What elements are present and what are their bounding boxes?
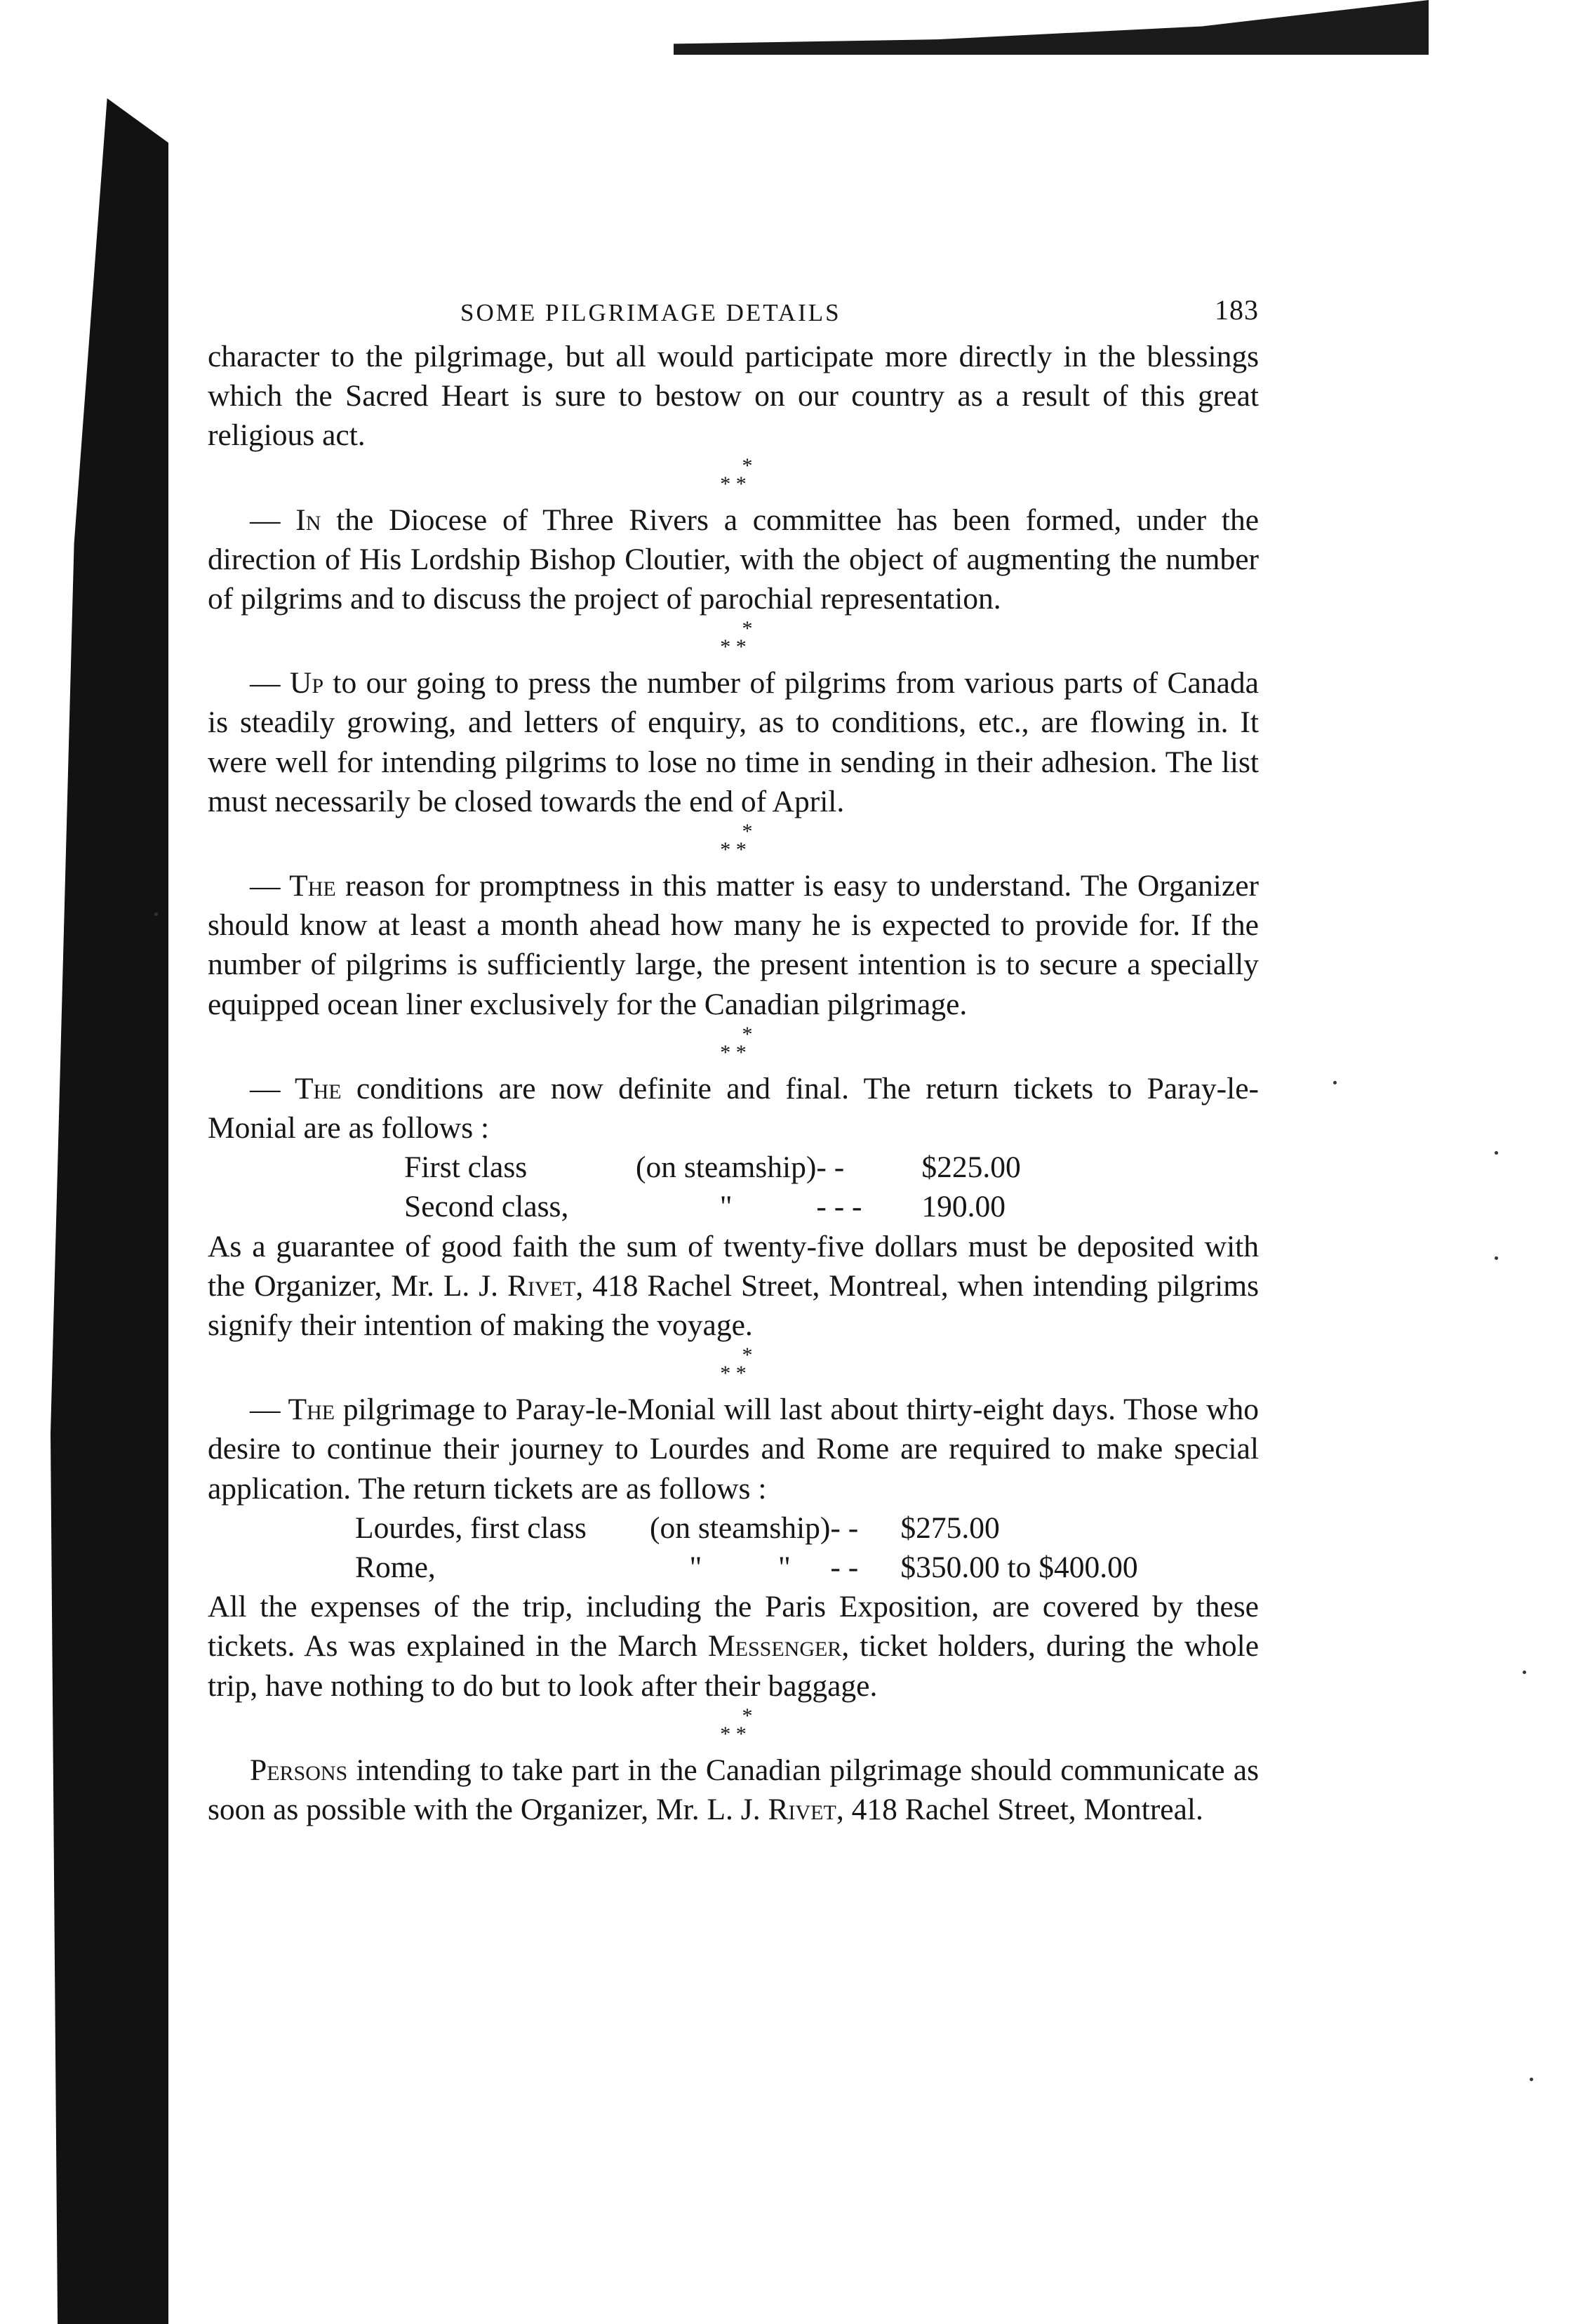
fare-class: Lourdes, first class	[355, 1510, 587, 1545]
fare-class: Second class,	[404, 1190, 569, 1224]
scan-speck	[1333, 1081, 1337, 1084]
scan-speck	[154, 912, 158, 916]
section-separator: * * *	[720, 820, 753, 862]
fare-price: 190.00	[921, 1190, 1006, 1224]
paragraph-continuation: character to the pilgrimage, but all would participate more directly in the blessings which the Sacred Heart is sure to bestow on our country as a result of this great religious act.	[208, 340, 1259, 453]
paragraph-expenses: All the expenses of the trip, including the Paris Exposition, are covered by these tickets. As was explained in the March Messenger, ticket holders, during the whole trip, have nothing to do but to look after their baggage.	[208, 1590, 1260, 1703]
section-separator: * * *	[720, 1343, 753, 1386]
paragraph-three-rivers: — In the Diocese of Three Rivers a committee has been formed, under the direction of His Lordship Bishop Cloutier, with the object of augmenting the number of pilgrims and to discuss the project of parochial representation.	[208, 503, 1259, 616]
fare-row	[404, 1148, 1021, 1187]
fare-price: $225.00	[921, 1150, 1021, 1185]
paragraph-contact: Persons intending to take part in the Canadian pilgrimage should communicate as soon as possible with the Organizer, Mr. L. J. Rivet, 418 Rachel Street, Montreal.	[208, 1753, 1259, 1827]
paragraph-conditions: — The conditions are now definite and final. The return tickets to Paray-le-Monial are as follows :	[208, 1071, 1260, 1146]
scan-speck	[1530, 2078, 1533, 2081]
running-header	[208, 291, 1259, 337]
paragraph-guarantee: As a guarantee of good faith the sum of twenty-five dollars must be deposited with the Organizer, Mr. L. J. Rivet, 418 Rachel Street, Montreal, when intending pilgrims signify their intention of making the voyage.	[208, 1229, 1259, 1343]
scan-speck	[1523, 1671, 1526, 1674]
section-separator: * * *	[720, 1022, 753, 1064]
paragraph-pilgrim-numbers: — Up to our going to press the number of pilgrims from various parts of Canada is steadily growing, and letters of enquiry, as to conditions, etc., are flowing in. It were well for intending pilgrims to lose no time in sending in their adhesion. The list must necessarily be closed towards the end of April.	[208, 666, 1259, 818]
section-separator: * * *	[720, 617, 753, 659]
fare-class: First class	[404, 1150, 528, 1185]
scan-speck	[1495, 1256, 1498, 1260]
fare-price: $350.00 to $400.00	[900, 1551, 1138, 1585]
scan-edge-left	[51, 98, 168, 2324]
fares-table-extended	[355, 1508, 1138, 1587]
fare-row	[404, 1187, 1021, 1226]
fare-note: (on steamship)	[636, 1150, 817, 1185]
section-separator: * * *	[720, 1704, 753, 1746]
fare-note: (on steamship)	[650, 1510, 831, 1545]
section-separator: * * *	[720, 453, 753, 496]
fare-leader: - - -	[816, 1190, 862, 1224]
paragraph-promptness: — The reason for promptness in this matter is easy to understand. The Organizer should know at least a month ahead how many he is expected to provide for. If the number of pilgrims is sufficiently large, the present intention is to secure a specially equipped ocean liner exclusively for the Canadian pilgrimage.	[208, 869, 1259, 1021]
fare-row	[355, 1508, 1138, 1548]
running-title: SOME PILGRIMAGE DETAILS	[460, 299, 841, 326]
fare-class: Rome,	[355, 1551, 436, 1585]
paragraph-duration: — The pilgrimage to Paray-le-Monial will last about thirty-eight days. Those who desire to continue their journey to Lourdes and Rome are required to make special application. The return tickets are as follows :	[208, 1393, 1259, 1506]
book-page	[208, 291, 1259, 1829]
fare-price: $275.00	[900, 1510, 1000, 1545]
fare-note: " "	[689, 1551, 791, 1585]
scan-edge-top	[674, 0, 1429, 55]
page-number: 183	[1215, 294, 1259, 326]
fare-leader: - -	[830, 1510, 859, 1545]
scan-speck	[1495, 1151, 1498, 1155]
fare-leader: - -	[830, 1551, 859, 1585]
fare-note: "	[719, 1190, 733, 1224]
fare-row	[355, 1548, 1138, 1587]
fares-table-paray	[404, 1148, 1021, 1226]
fare-leader: - -	[816, 1150, 845, 1185]
